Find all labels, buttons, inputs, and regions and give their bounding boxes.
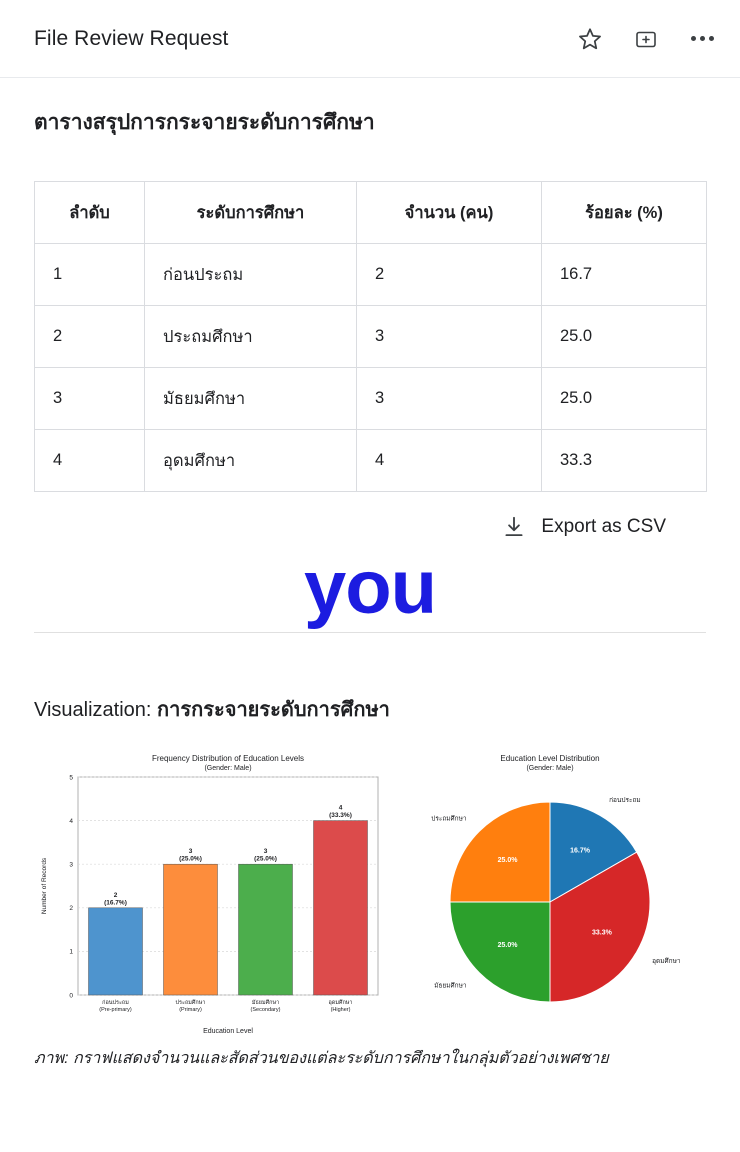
- bar-chart: [34, 747, 394, 1037]
- svg-text:(16.7%): (16.7%): [104, 899, 127, 907]
- cell-count: 3: [357, 368, 542, 430]
- table-row: [35, 430, 707, 492]
- svg-text:4: 4: [338, 804, 343, 812]
- svg-text:(Gender: Male): (Gender: Male): [526, 765, 574, 772]
- main-content: [0, 106, 740, 1072]
- cell-level: ประถมศึกษา: [145, 306, 357, 368]
- svg-text:ก่อนประถม: ก่อนประถม: [102, 1000, 129, 1006]
- cell-percent: 25.0: [542, 306, 707, 368]
- export-csv-button[interactable]: [34, 514, 706, 540]
- cell-order: 4: [35, 430, 145, 492]
- svg-text:(Primary): (Primary): [179, 1007, 202, 1013]
- svg-text:(25.0%): (25.0%): [179, 855, 202, 863]
- svg-text:มัธยมศึกษา: มัธยมศึกษา: [434, 982, 467, 990]
- svg-text:(Higher): (Higher): [330, 1007, 351, 1013]
- table-row: [35, 306, 707, 368]
- svg-text:อุดมศึกษา: อุดมศึกษา: [652, 958, 681, 966]
- education-summary-table: [34, 181, 707, 492]
- overlay-text: you: [303, 545, 437, 630]
- visualization-heading: [34, 693, 706, 725]
- header-actions: [576, 25, 716, 53]
- svg-text:3: 3: [188, 848, 193, 856]
- svg-text:(33.3%): (33.3%): [329, 812, 352, 820]
- bar-chart-svg: [34, 747, 394, 1037]
- app-header: [0, 0, 740, 78]
- figure-caption: ภาพ: กราฟแสดงจำนวนและสัดส่วนของแต่ละระดับการศึกษาในกลุ่มตัวอย่างเพศชาย: [34, 1050, 609, 1067]
- visualization-prefix: Visualization:: [34, 699, 158, 721]
- svg-text:16.7%: 16.7%: [570, 847, 590, 855]
- svg-text:(Secondary): (Secondary): [250, 1007, 281, 1013]
- svg-text:4: 4: [69, 817, 73, 825]
- svg-text:(Pre-primary): (Pre-primary): [99, 1007, 132, 1013]
- more-options-icon[interactable]: [688, 25, 716, 53]
- cell-count: 2: [357, 244, 542, 306]
- cell-level: อุดมศึกษา: [145, 430, 357, 492]
- svg-text:Education Level Distribution: Education Level Distribution: [500, 754, 600, 763]
- table-header-row: [35, 182, 707, 244]
- svg-text:3: 3: [263, 848, 268, 856]
- svg-text:(Gender: Male): (Gender: Male): [204, 765, 252, 772]
- cell-level: มัธยมศึกษา: [145, 368, 357, 430]
- pie-chart-svg: [394, 747, 706, 1037]
- charts-figure: [34, 747, 706, 1037]
- svg-text:ประถมศึกษา: ประถมศึกษา: [431, 815, 467, 823]
- svg-text:Frequency Distribution of Educ: Frequency Distribution of Education Levels: [151, 754, 305, 763]
- cell-order: 3: [35, 368, 145, 430]
- svg-text:ก่อนประถม: ก่อนประถม: [609, 796, 641, 804]
- export-csv-label: Export as CSV: [541, 516, 666, 537]
- svg-text:3: 3: [69, 861, 73, 869]
- svg-text:2: 2: [113, 891, 118, 899]
- cell-count: 4: [357, 430, 542, 492]
- cell-order: 2: [35, 306, 145, 368]
- svg-text:5: 5: [69, 774, 73, 782]
- pie-chart: [394, 747, 706, 1037]
- svg-text:1: 1: [69, 948, 73, 956]
- cell-percent: 33.3: [542, 430, 707, 492]
- cell-order: 1: [35, 244, 145, 306]
- column-header-order: ลำดับ: [35, 182, 145, 244]
- svg-text:33.3%: 33.3%: [592, 929, 612, 937]
- cell-count: 3: [357, 306, 542, 368]
- svg-text:มัธยมศึกษา: มัธยมศึกษา: [251, 1000, 280, 1006]
- download-icon: [501, 514, 527, 540]
- cell-percent: 16.7: [542, 244, 707, 306]
- svg-text:0: 0: [69, 992, 73, 1000]
- page-title: File Review Request: [34, 26, 229, 50]
- column-header-percent: ร้อยละ (%): [542, 182, 707, 244]
- summary-table-heading: ตารางสรุปการกระจายระดับการศึกษา: [34, 111, 375, 134]
- svg-text:Number of Records: Number of Records: [41, 857, 48, 915]
- table-row: [35, 244, 707, 306]
- column-header-count: จำนวน (คน): [357, 182, 542, 244]
- svg-text:ประถมศึกษา: ประถมศึกษา: [175, 1000, 206, 1006]
- visualization-title: การกระจายระดับการศึกษา: [157, 699, 390, 721]
- section-divider: [34, 632, 706, 633]
- star-icon[interactable]: [576, 25, 604, 53]
- column-header-level: ระดับการศึกษา: [145, 182, 357, 244]
- table-row: [35, 368, 707, 430]
- svg-text:อุดมศึกษา: อุดมศึกษา: [328, 1000, 353, 1006]
- add-to-folder-icon[interactable]: [632, 25, 660, 53]
- svg-text:25.0%: 25.0%: [497, 941, 518, 949]
- cell-percent: 25.0: [542, 368, 707, 430]
- cell-level: ก่อนประถม: [145, 244, 357, 306]
- summary-table-wrapper: [34, 181, 706, 492]
- svg-text:Education Level: Education Level: [203, 1028, 253, 1035]
- svg-text:25.0%: 25.0%: [497, 857, 518, 865]
- svg-text:2: 2: [69, 905, 73, 913]
- svg-text:(25.0%): (25.0%): [254, 855, 277, 863]
